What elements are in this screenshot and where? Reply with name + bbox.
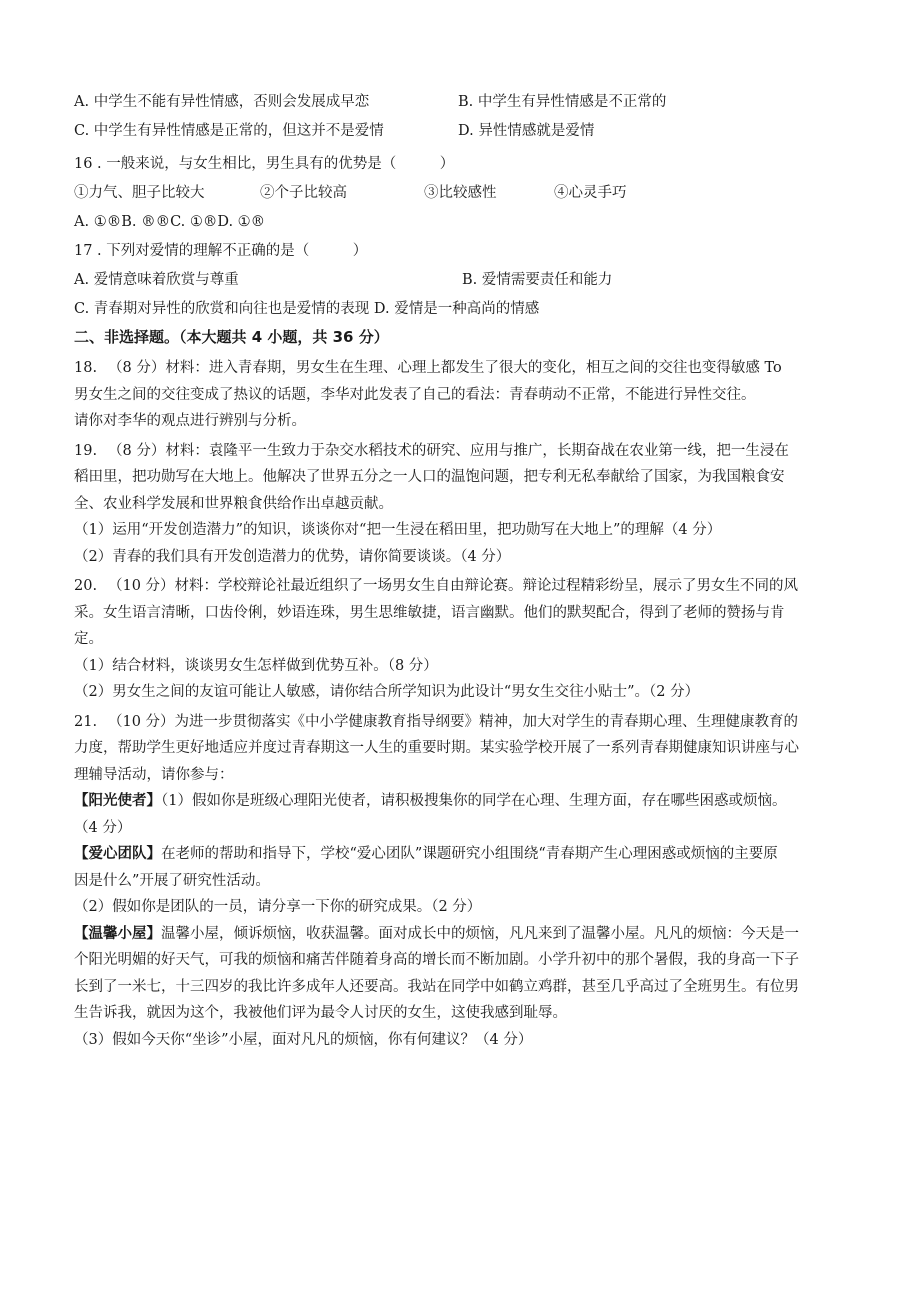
q21-warm-text-2: 个阳光明媚的好天气，可我的烦恼和痛苦伴随着身高的增长而不断加剧。小学升初中的那个暑假，我的身高一下子 bbox=[74, 952, 799, 968]
q21-love-label: 【爱心团队】 bbox=[74, 846, 161, 862]
q19-line-1: （8 分）材料：袁隆平一生致力于杂交水稻技术的研究、应用与推广，长期奋战在农业第一线，把一生浸在 bbox=[108, 442, 789, 459]
q21-number: 21. bbox=[74, 713, 98, 730]
q16-item-4: ④心灵手巧 bbox=[554, 185, 627, 201]
q21-love-text-1: 在老师的帮助和指导下，学校“爱心团队”课题研究小组围绕“青春期产生心理困惑或烦恼的主要原 bbox=[161, 846, 778, 862]
q21-line-1: （10 分）为进一步贯彻落实《中小学健康教育指导纲要》精神，加大对学生的青春期心理、生理健康教育的 bbox=[108, 713, 799, 730]
q21-sunshine-score: （4 分） bbox=[74, 819, 132, 836]
q20-line-2: 采。女生语言清晰，口齿伶俐，妙语连珠，男生思维敏捷，语言幽默。他们的默契配合，得到了老师的赞扬与肯 bbox=[74, 604, 785, 621]
q19-block bbox=[74, 438, 860, 571]
q21-sunshine-label: 【阳光使者】 bbox=[74, 793, 161, 809]
q16-answers: A. ①®B. ®®C. ①®D. ①® bbox=[74, 214, 266, 230]
q16-items bbox=[74, 183, 860, 204]
q21-warm-text-3: 长到了一米七，十三四岁的我比许多成年人还要高。我站在同学中如鹤立鸡群，甚至几乎高过了全班男生。有位男 bbox=[74, 978, 799, 995]
q20-sub-2: （2）男女生之间的友谊可能让人敏感，请你结合所学知识为此设计“男女生交往小贴士”。（2 分） bbox=[74, 684, 700, 700]
q21-warm-label: 【温馨小屋】 bbox=[74, 925, 161, 942]
q15-option-c: C. 中学生有异性情感是正常的，但这并不是爱情 bbox=[74, 123, 384, 139]
q18-number: 18. bbox=[74, 360, 98, 376]
q15-option-d: D. 异性情感就是爱情 bbox=[458, 123, 595, 139]
exam-page bbox=[74, 92, 860, 1056]
q17-option-a: A. 爱情意味着欣赏与尊重 bbox=[74, 272, 239, 288]
q16-item-2: ②个子比较高 bbox=[260, 185, 347, 201]
q19-line-2: 稻田里，把功勋写在大地上。他解决了世界五分之一人口的温饱问题，把专利无私奉献给了国家，为我国粮食安 bbox=[74, 469, 785, 485]
q21-warm-text-1: 温馨小屋，倾诉烦恼，收获温馨。面对成长中的烦恼，凡凡来到了温馨小屋。凡凡的烦恼：今天是一 bbox=[161, 925, 799, 942]
q16-item-3: ③比较感性 bbox=[424, 185, 497, 201]
q21-sub-3: （3）假如今天你“坐诊”小屋，面对凡凡的烦恼，你有何建议？（4 分） bbox=[74, 1031, 533, 1048]
q20-number: 20. bbox=[74, 578, 98, 594]
q19-number: 19. bbox=[74, 442, 98, 459]
q21-line-3: 理辅导活动，请你参与： bbox=[74, 766, 234, 783]
q15-option-b: B. 中学生有异性情感是不正常的 bbox=[458, 94, 667, 110]
q17-options-row1 bbox=[74, 270, 860, 291]
q16-stem: 16 . 一般来说，与女生相比，男生具有的优势是（ ） bbox=[74, 156, 455, 172]
q19-line-3: 全、农业科学发展和世界粮食供给作出卓越贡献。 bbox=[74, 495, 393, 512]
q17-stem: 17 . 下列对爱情的理解不正确的是（ ） bbox=[74, 243, 368, 259]
q16-item-1: ①力气、胆子比较大 bbox=[74, 185, 205, 201]
q21-love-text-2: 因是什么”开展了研究性活动。 bbox=[74, 872, 270, 889]
q21-block bbox=[74, 709, 860, 1054]
q21-line-2: 力度，帮助学生更好地适应并度过青春期这一人生的重要时期。某实验学校开展了一系列青春期健康知识讲座与心 bbox=[74, 740, 799, 756]
q20-sub-1: （1）结合材料，谈谈男女生怎样做到优势互补。（8 分） bbox=[74, 657, 438, 674]
q15-options-row2 bbox=[74, 121, 860, 142]
q17-option-b: B. 爱情需要责任和能力 bbox=[462, 272, 613, 288]
q18-line-2: 男女生之间的交往变成了热议的话题，李华对此发表了自己的看法：青春萌动不正常，不能进行异性交往。 bbox=[74, 386, 756, 403]
q20-line-3: 定。 bbox=[74, 631, 103, 647]
q19-sub-1: （1）运用“开发创造潜力”的知识，谈谈你对“把一生浸在稻田里，把功勋写在大地上”的理解（4 分） bbox=[74, 522, 722, 538]
q18-line-1: （8 分）材料：进入青春期，男女生在生理、心理上都发生了很大的变化，相互之间的交往也变得敏感 To bbox=[108, 360, 782, 376]
q15-options-row1 bbox=[74, 92, 860, 113]
q21-sub-2: （2）假如你是团队的一员，请分享一下你的研究成果。（2 分） bbox=[74, 899, 482, 915]
q21-warm-text-4: 生告诉我，就因为这个，我被他们评为最令人讨厌的女生，这使我感到耻辱。 bbox=[74, 1005, 567, 1021]
section-2-heading: 二、非选择题。（本大题共 4 小题，共 36 分） bbox=[74, 328, 389, 346]
q20-block bbox=[74, 573, 860, 706]
q18-block bbox=[74, 355, 860, 435]
q17-options-cd: C. 青春期对异性的欣赏和向往也是爱情的表现 D. 爱情是一种高尚的情感 bbox=[74, 301, 540, 317]
q20-line-1: （10 分）材料：学校辩论社最近组织了一场男女生自由辩论赛。辩论过程精彩纷呈，展示了男女生不同的风 bbox=[108, 578, 799, 594]
q18-line-3: 请你对李华的观点进行辨别与分析。 bbox=[74, 413, 306, 429]
q21-sunshine-text: （1）假如你是班级心理阳光使者，请积极搜集你的同学在心理、生理方面，存在哪些困惑或烦恼。 bbox=[161, 793, 787, 809]
q19-sub-2: （2）青春的我们具有开发创造潜力的优势，请你简要谈谈。（4 分） bbox=[74, 548, 511, 565]
q15-option-a: A. 中学生不能有异性情感，否则会发展成早恋 bbox=[74, 94, 370, 110]
